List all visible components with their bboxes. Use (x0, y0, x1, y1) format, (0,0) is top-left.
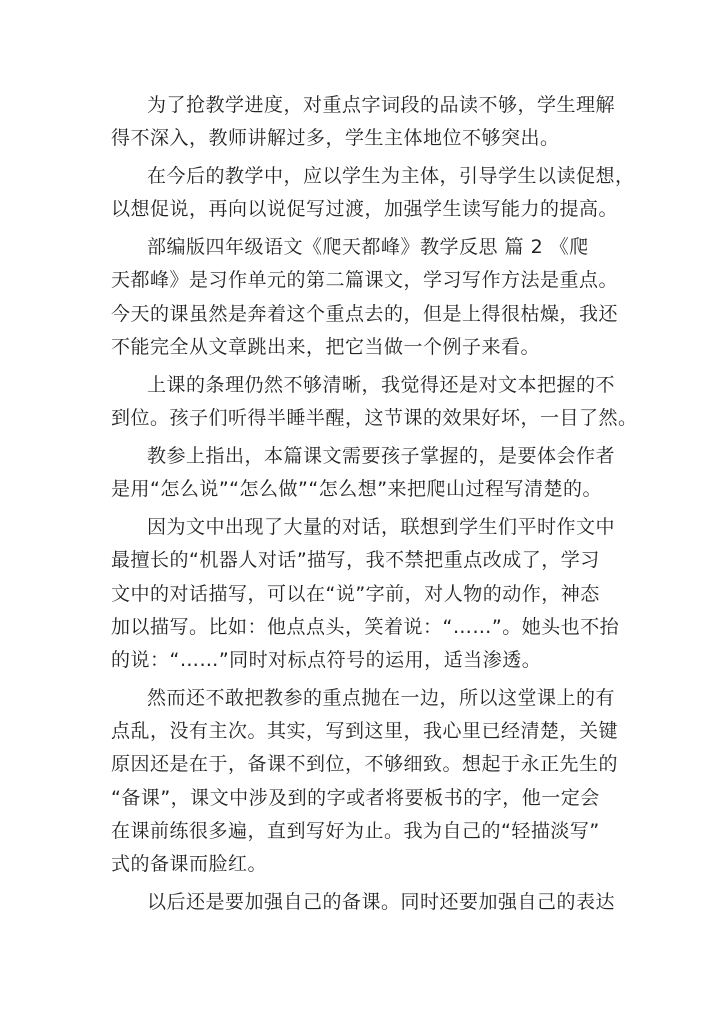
text-line: 上课的条理仍然不够清晰，我觉得还是对文本把握的不 (147, 374, 616, 396)
text-line: 在今后的教学中，应以学生为主体，引导学生以读促想， (147, 165, 635, 187)
text-line: 最擅长的“机器人对话”描写，我不禁把重点改成了，学习 (111, 549, 600, 571)
text-line: “备课”，课文中涉及到的字或者将要板书的字，他一定会 (111, 787, 600, 809)
text-line: 今天的课虽然是奔着这个重点去的，但是上得很枯燥，我还 (111, 303, 619, 325)
text-line: 式的备课而脸红。 (111, 853, 268, 875)
text-line: 以后还是要加强自己的备课。同时还要加强自己的表达 (147, 891, 616, 913)
text-line: 因为文中出现了大量的对话，联想到学生们平时作文中 (147, 516, 616, 538)
text-line: 得不深入，教师讲解过多，学生主体地位不够突出。 (111, 127, 560, 149)
text-line: 不能完全从文章跳出来，把它当做一个例子来看。 (111, 336, 541, 358)
text-line: 在课前练很多遍，直到写好为止。我为自己的“轻描淡写” (111, 820, 600, 842)
text-line: 天都峰》是习作单元的第二篇课文，学习写作方法是重点。 (111, 269, 619, 291)
text-line: 文中的对话描写，可以在“说”字前，对人物的动作，神态 (111, 583, 600, 605)
text-line: 然而还不敢把教参的重点抛在一边，所以这堂课上的有 (147, 687, 616, 709)
text-line: 加以描写。比如：他点点头，笑着说：“……”。她头也不抬 (111, 616, 620, 638)
text-line: 部编版四年级语文《爬天都峰》教学反思 篇 2 《爬 (147, 236, 589, 258)
text-line: 原因还是在于，备课不到位，不够细致。想起于永正先生的 (111, 753, 619, 775)
text-line: 为了抢教学进度，对重点字词段的品读不够，学生理解 (147, 94, 616, 116)
text-line: 点乱，没有主次。其实，写到这里，我心里已经清楚，关键 (111, 720, 619, 742)
text-line: 的说：“……”同时对标点符号的运用，适当渗透。 (111, 649, 542, 671)
text-line: 以想促说，再向以说促写过渡，加强学生读写能力的提高。 (111, 198, 619, 220)
text-line: 教参上指出，本篇课文需要孩子掌握的，是要体会作者 (147, 445, 616, 467)
text-line: 到位。孩子们听得半睡半醒，这节课的效果好坏，一目了然。 (111, 407, 638, 429)
text-line: 是用“怎么说”“怎么做”“怎么想”来把爬山过程写清楚的。 (111, 478, 603, 500)
